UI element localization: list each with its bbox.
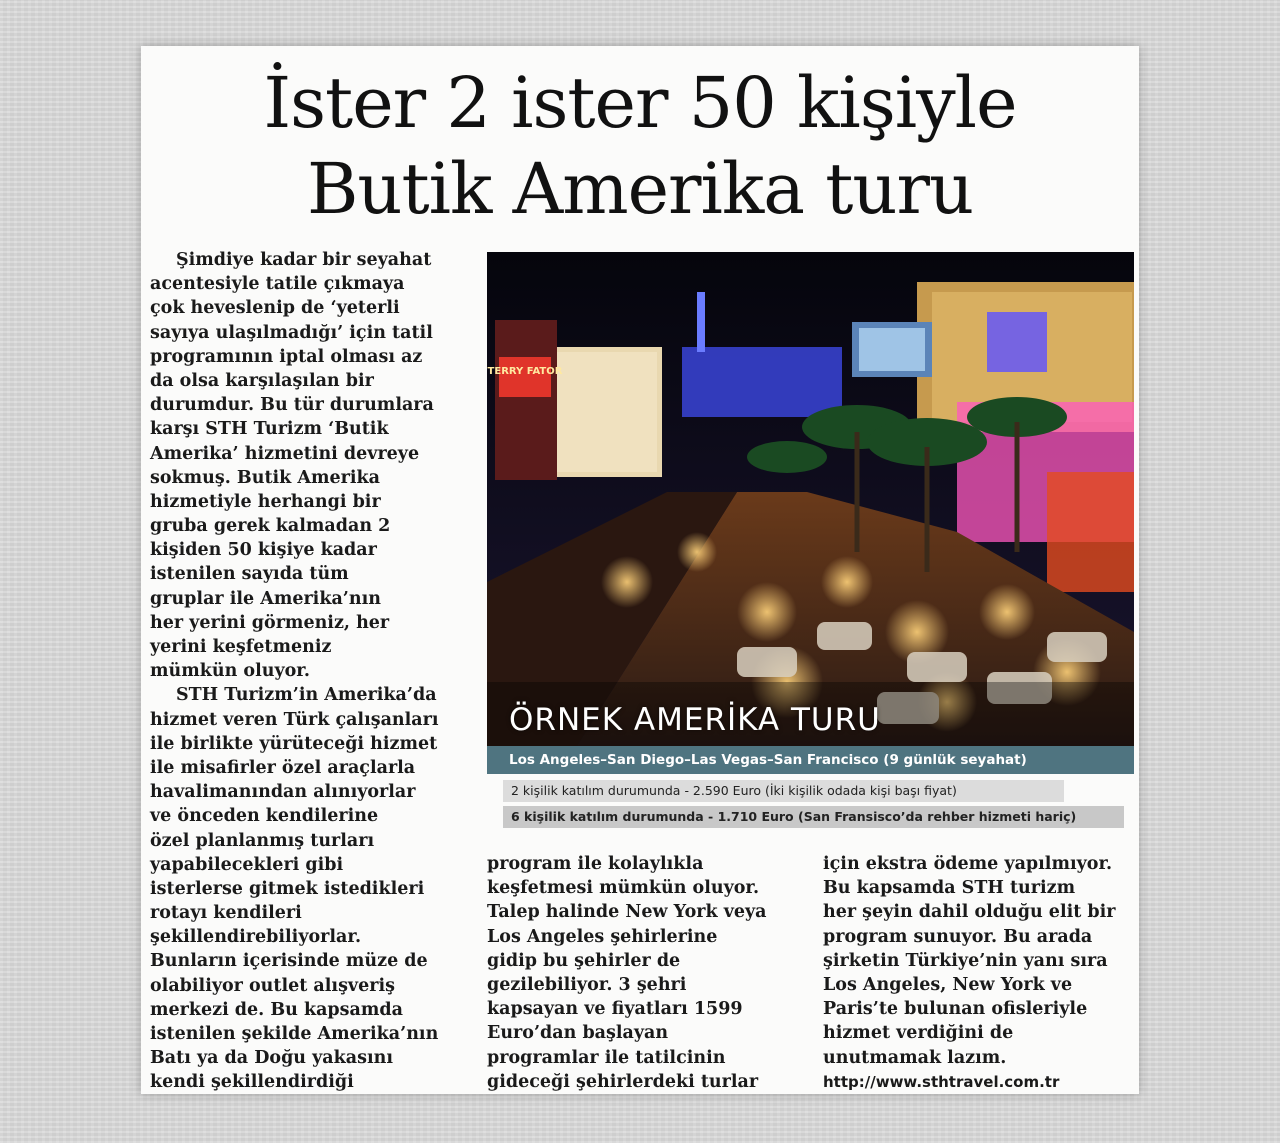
tour-price-6-people: 6 kişilik katılım durumunda - 1.710 Euro (San Fransisco’da rehber hizmeti hariç) [503,806,1124,828]
text-line: için ekstra ödeme yapılmıyor. [823,854,1113,874]
text-line: program sunuyor. Bu arada [823,926,1093,947]
text-line: gruplar ile Amerika’nın [150,588,381,609]
text-line: karşı STH Turizm ‘Butik [150,419,389,440]
text-line: merkezi de. Bu kapsamda [150,999,403,1020]
text-line: acentesiyle tatile çıkmaya [150,274,405,295]
text-line: Şimdiye kadar bir seyahat [176,250,432,270]
sign-text: TERRY FATOR [487,366,563,377]
website-url: http://www.sthtravel.com.tr [823,1072,1060,1091]
article-column-middle [487,852,797,1094]
text-line: havalimanından alınıyorlar [150,782,416,803]
text-line: Paris’te bulunan ofisleriyle [823,999,1088,1020]
text-line: yerini keşfetmeniz [150,637,332,657]
text-line: özel planlanmış turları [150,830,375,851]
text-line: kişiden 50 kişiye kadar [150,540,377,561]
text-line: gideceği şehirlerdeki turlar [487,1071,759,1092]
text-line: durumdur. Bu tür durumlara [150,395,434,416]
article-column-left [150,248,470,1094]
text-line: Euro’dan başlayan [487,1023,669,1044]
text-line: unutmamak lazım. [823,1047,1007,1068]
text-line: Bunların içerisinde müze de [150,951,428,972]
text-line: yapabilecekleri gibi [150,854,344,875]
text-line: program ile kolaylıkla [487,854,704,874]
text-line: Bu kapsamda STH turizm [823,878,1076,899]
text-line: da olsa karşılaşılan bir [150,370,374,391]
text-line: her yerini görmeniz, her [150,612,390,633]
text-line: ile birlikte yürüteceği hizmet [150,733,438,754]
night-street-illustration [487,252,1134,746]
text-line: mümkün oluyor. [150,661,311,682]
text-line: kendi şekillendirdiği [150,1072,354,1093]
headline-line-1: İster 2 ister 50 kişiyle [263,62,1017,144]
text-line: sokmuş. Butik Amerika [150,467,380,488]
text-line: programlar ile tatilcinin [487,1047,726,1068]
newspaper-clipping [141,46,1139,1094]
text-line: hizmet veren Türk çalışanları [150,709,439,730]
text-line: şekillendirebiliyorlar. [150,927,362,948]
text-line: gezilebiliyor. 3 şehri [487,974,687,995]
text-line: hizmet verdiğini de [823,1023,1014,1044]
text-line: gruba gerek kalmadan 2 [150,516,391,537]
text-line: rotayı kendileri [150,903,302,924]
text-line: Los Angeles şehirlerine [487,926,718,947]
text-line: istenilen sayıda tüm [150,564,349,585]
text-line: çok heveslenip de ‘yeterli [150,298,400,319]
text-line: sayıya ulaşılmadığı’ için tatil [150,322,433,343]
text-line: şirketin Türkiye’nin yanı sıra [823,950,1108,971]
text-line: Talep halinde New York veya [487,902,767,923]
text-line: olabiliyor outlet alışveriş [150,975,395,996]
las-vegas-photo [487,252,1134,746]
article-column-right [823,852,1133,1094]
text-line: keşfetmesi mümkün oluyor. [487,878,760,899]
text-line: gidip bu şehirler de [487,950,681,971]
text-line: programının iptal olması az [150,346,423,367]
text-line: istenilen şekilde Amerika’nın [150,1024,439,1044]
text-line: her şeyin dahil olduğu elit bir [823,902,1116,923]
text-line: Los Angeles, New York ve [823,974,1073,995]
text-line: kapsayan ve fiyatları 1599 [487,999,743,1020]
headline-line-2: Butik Amerika turu [306,148,974,230]
text-line: ile misafirler özel araçlarla [150,757,416,778]
text-line: ve önceden kendilerine [150,806,379,827]
text-line: STH Turizm’in Amerika’da [176,685,437,706]
tour-price-2-people: 2 kişilik katılım durumunda - 2.590 Euro (İki kişilik odada kişi başı fiyat) [503,780,1064,802]
text-line: hizmetiyle herhangi bir [150,491,381,512]
text-line: isterlerse gitmek istedikleri [150,878,425,899]
tour-title: ÖRNEK AMERİKA TURU [509,702,881,738]
headline [141,60,1139,232]
text-line: Batı ya da Doğu yakasını [150,1048,393,1069]
text-line: Amerika’ hizmetini devreye [150,443,420,464]
tour-route: Los Angeles–San Diego–Las Vegas–San Francisco (9 günlük seyahat) [487,746,1134,774]
